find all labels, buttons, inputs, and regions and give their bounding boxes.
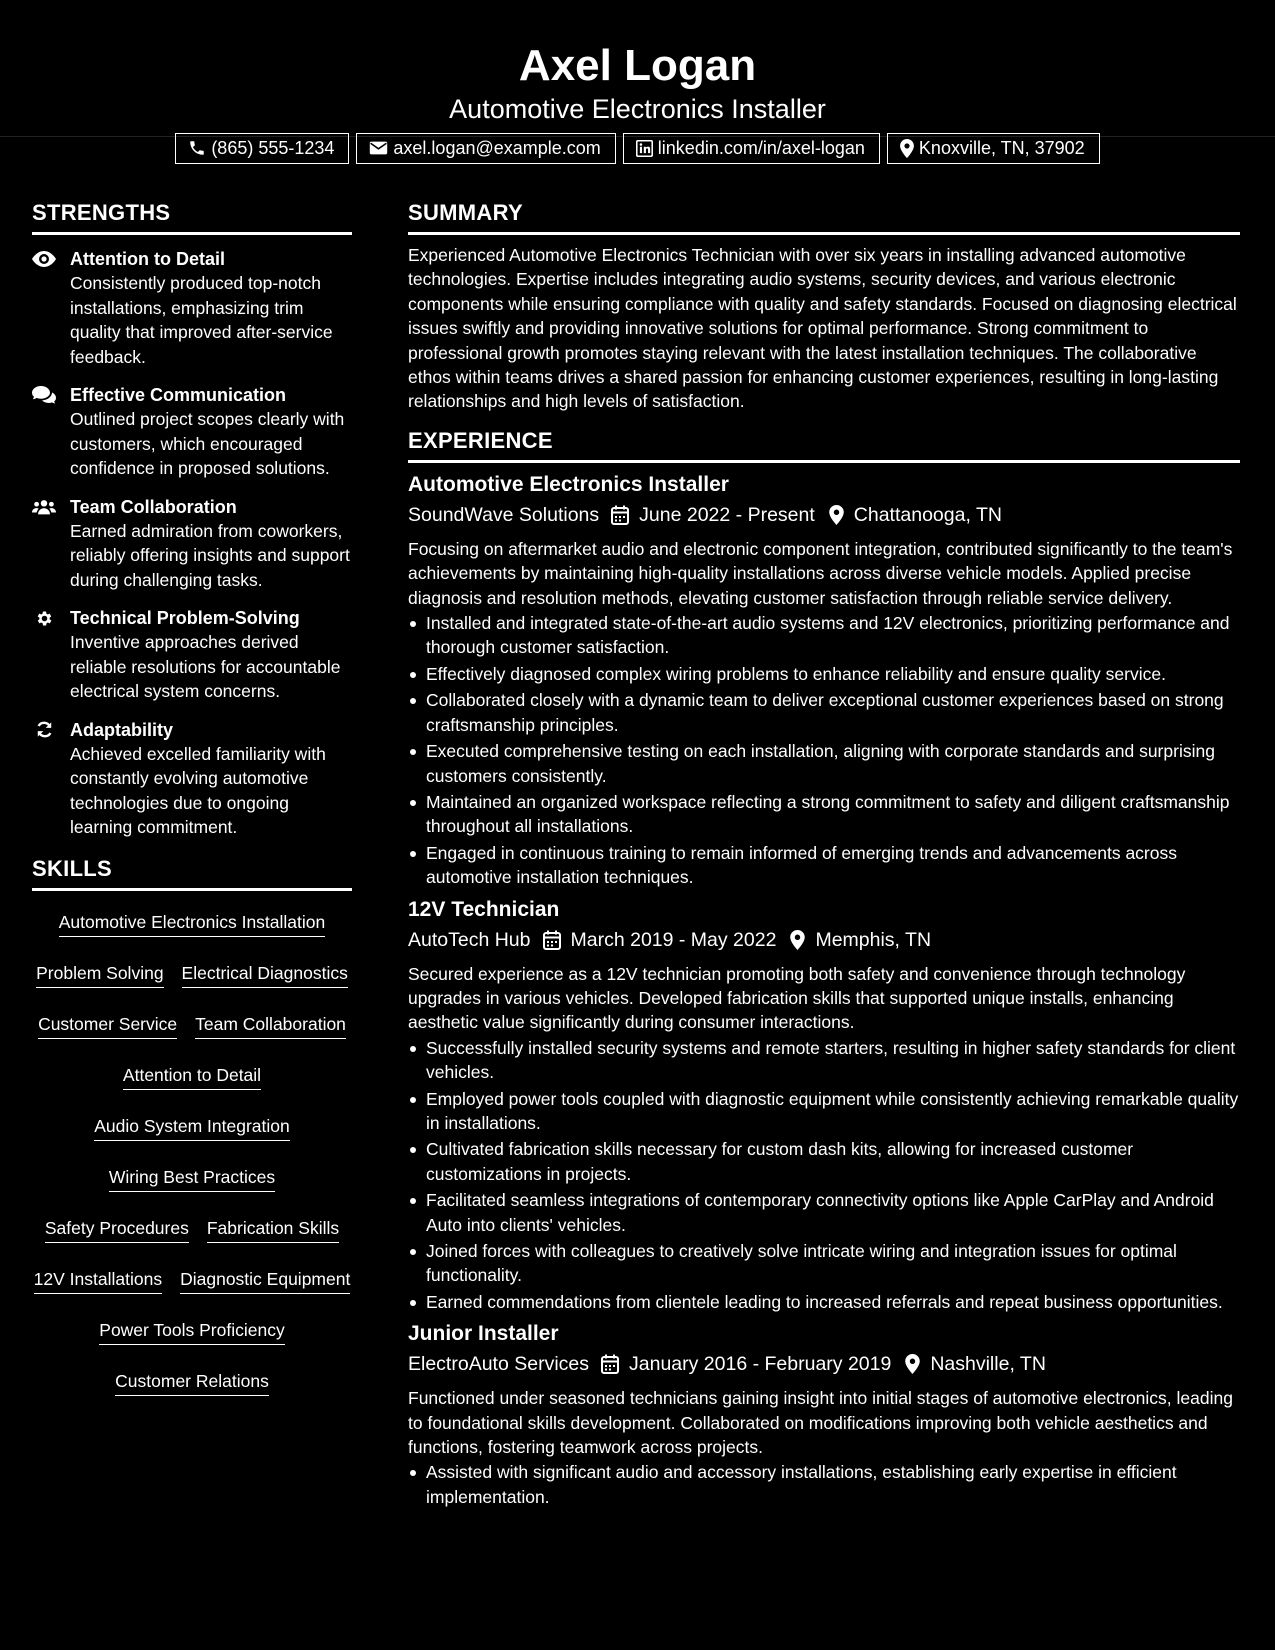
comments-icon: [32, 385, 56, 405]
strength-item: [32, 606, 352, 704]
contact-bar: [0, 133, 1275, 164]
bullet-item: Effectively diagnosed complex wiring problems to enhance reliability and ensure quality service.: [426, 662, 1240, 686]
map-pin-icon: [829, 505, 844, 525]
candidate-title: Automotive Electronics Installer: [449, 94, 826, 124]
linkedin-icon: [636, 140, 653, 157]
right-column: [408, 200, 1240, 1515]
job-description: Functioned under seasoned technicians gaining insight into initial stages of automotive electronics, leading to foundational skills development. Collaborated on modifications improving both vehicle aesthetics and functions, fostering teamwork across projects.: [408, 1388, 1233, 1458]
bullet-item: Cultivated fabrication skills necessary for custom dash kits, allowing for increased customer customizations in projects.: [426, 1137, 1240, 1186]
skill-tag: Team Collaboration: [195, 1013, 346, 1039]
location-text: Knoxville, TN, 37902: [918, 138, 1085, 158]
company-name: ElectroAuto Services: [408, 1353, 589, 1376]
strength-item: [32, 247, 352, 369]
skill-tag: Power Tools Proficiency: [99, 1319, 284, 1345]
calendar-icon: [601, 1354, 619, 1374]
contact-location[interactable]: [887, 133, 1100, 164]
skill-tag: Audio System Integration: [94, 1115, 290, 1141]
strength-desc: Inventive approaches derived reliable resolutions for accountable electrical system concerns.: [70, 632, 341, 701]
skill-tag: Fabrication Skills: [207, 1217, 339, 1243]
contact-linkedin[interactable]: [623, 133, 880, 164]
strengths-heading: STRENGTHS: [32, 200, 352, 235]
bullet-item: Engaged in continuous training to remain informed of emerging trends and advancements across automotive installation techniques.: [426, 841, 1240, 890]
job-title: Automotive Electronics Installer: [408, 472, 729, 496]
skill-tag: 12V Installations: [34, 1268, 162, 1294]
job-bullets: [408, 1036, 1240, 1314]
job-title: 12V Technician: [408, 897, 560, 921]
company-name: SoundWave Solutions: [408, 503, 600, 526]
users-icon: [32, 497, 56, 517]
calendar-icon: [611, 505, 629, 525]
strength-title: Technical Problem-Solving: [70, 608, 300, 628]
bullet-item: Employed power tools coupled with diagnostic equipment while consistently achieving remarkable quality in installations.: [426, 1087, 1240, 1136]
job-entry: [408, 896, 1240, 1315]
job-entry: [408, 1320, 1240, 1509]
contact-phone[interactable]: [175, 133, 349, 164]
skill-tag: Electrical Diagnostics: [182, 962, 348, 988]
strength-item: [32, 383, 352, 481]
job-meta: [408, 501, 1240, 529]
job-dates: January 2016 - February 2019: [629, 1353, 892, 1376]
strength-item: [32, 718, 352, 840]
envelope-icon: [369, 140, 388, 156]
skill-tag: Problem Solving: [36, 962, 163, 988]
strength-desc: Earned admiration from coworkers, reliably offering insights and support during challenging tasks.: [70, 520, 350, 590]
skill-tag: Automotive Electronics Installation: [59, 911, 326, 937]
calendar-icon: [543, 930, 561, 950]
strength-title: Adaptability: [70, 719, 174, 740]
email-text: axel.logan@example.com: [393, 138, 601, 158]
job-description: Focusing on aftermarket audio and electronic component integration, contributed significantly to the team's achievements by maintaining high-quality installations across diverse vehicle models. Applied precise diagnosis and resolution methods, elevating customer satisfaction through reliable service delivery.: [408, 538, 1233, 608]
job-description: Secured experience as a 12V technician promoting both safety and convenience through technology upgrades in various vehicles. Developed fabrication skills that supported unique installs, enhancing aesthetic value significantly during consumer interactions.: [408, 963, 1186, 1033]
map-pin-icon: [905, 1354, 920, 1374]
skills-list: [32, 899, 352, 1413]
summary-text: Experienced Automotive Electronics Technician with over six years in installing advanced automotive technologies. Expertise includes integrating audio systems, security devices, and various electronic components while ensuring compliance with quality and safety standards. Focused on diagnosing electrical issues swiftly and providing innovative solutions for optimal performance. Strong commitment to professional growth promotes staying relevant with the latest installation techniques. The collaborative ethos within teams drives a shared passion for enhancing customer experiences, resulting in long-lasting relationships and high levels of satisfaction.: [408, 245, 1237, 412]
job-meta: [408, 926, 1240, 954]
job-dates: June 2022 - Present: [639, 503, 815, 526]
strength-desc: Outlined project scopes clearly with customers, which encouraged confidence in proposed solutions.: [70, 409, 345, 478]
bullet-item: Maintained an organized workspace reflecting a strong commitment to safety and diligent craftsmanship throughout all installations.: [426, 790, 1240, 839]
map-pin-icon: [900, 139, 914, 158]
skill-tag: Safety Procedures: [45, 1217, 189, 1243]
job-dates: March 2019 - May 2022: [570, 928, 777, 951]
linkedin-text: linkedin.com/in/axel-logan: [657, 138, 865, 158]
job-location: Chattanooga, TN: [853, 503, 1002, 526]
skill-tag: Wiring Best Practices: [109, 1166, 275, 1192]
candidate-name: Axel Logan: [518, 41, 757, 90]
strength-title: Team Collaboration: [70, 496, 237, 517]
job-bullets: [408, 1460, 1240, 1509]
bullet-item: Successfully installed security systems and remote starters, resulting in higher safety standards for client vehicles.: [426, 1036, 1240, 1085]
skill-tag: Customer Relations: [115, 1370, 269, 1396]
sync-icon: [32, 720, 56, 740]
skill-tag: Attention to Detail: [123, 1064, 261, 1090]
left-column: [32, 200, 352, 1413]
skills-heading: SKILLS: [32, 856, 352, 891]
eye-icon: [32, 249, 56, 269]
gear-icon: [32, 608, 56, 628]
bullet-item: Earned commendations from clientele leading to increased referrals and repeat business opportunities.: [426, 1290, 1240, 1314]
bullet-item: Assisted with significant audio and accessory installations, establishing early expertise in efficient implementation.: [426, 1460, 1240, 1509]
contact-email[interactable]: [356, 133, 615, 164]
job-entry: [408, 471, 1240, 890]
strength-desc: Achieved excelled familiarity with constantly evolving automotive technologies due to ongoing learning commitment.: [70, 743, 326, 837]
bullet-item: Collaborated closely with a dynamic team to deliver exceptional customer experiences based on strong craftsmanship principles.: [426, 688, 1240, 737]
job-location: Memphis, TN: [815, 928, 932, 951]
bullet-item: Facilitated seamless integrations of contemporary connectivity options like Apple CarPlay and Android Auto into clients' vehicles.: [426, 1188, 1240, 1237]
summary-heading: SUMMARY: [408, 200, 1240, 235]
experience-heading: EXPERIENCE: [408, 428, 1240, 463]
map-pin-icon: [790, 930, 805, 950]
phone-text: (865) 555-1234: [211, 138, 335, 158]
resume-header: [0, 0, 1275, 158]
strengths-list: [32, 243, 352, 840]
strength-desc: Consistently produced top-notch installations, emphasizing trim quality that improved after-service feedback.: [70, 273, 333, 367]
strength-item: [32, 495, 352, 593]
job-bullets: [408, 611, 1240, 889]
bullet-item: Joined forces with colleagues to creatively solve intricate wiring and integration issues for optimal functionality.: [426, 1239, 1240, 1288]
company-name: AutoTech Hub: [408, 928, 531, 951]
skill-tag: Diagnostic Equipment: [180, 1268, 350, 1294]
job-title: Junior Installer: [408, 1322, 559, 1346]
bullet-item: Executed comprehensive testing on each installation, aligning with corporate standards and surprising customers consistently.: [426, 739, 1240, 788]
bullet-item: Installed and integrated state-of-the-art audio systems and 12V electronics, prioritizing performance and thorough customer satisfaction.: [426, 611, 1240, 660]
skill-tag: Customer Service: [38, 1013, 177, 1039]
phone-icon: [188, 139, 206, 157]
strength-title: Effective Communication: [70, 385, 287, 405]
strength-title: Attention to Detail: [70, 249, 225, 269]
job-location: Nashville, TN: [930, 1353, 1046, 1376]
job-meta: [408, 1350, 1240, 1378]
